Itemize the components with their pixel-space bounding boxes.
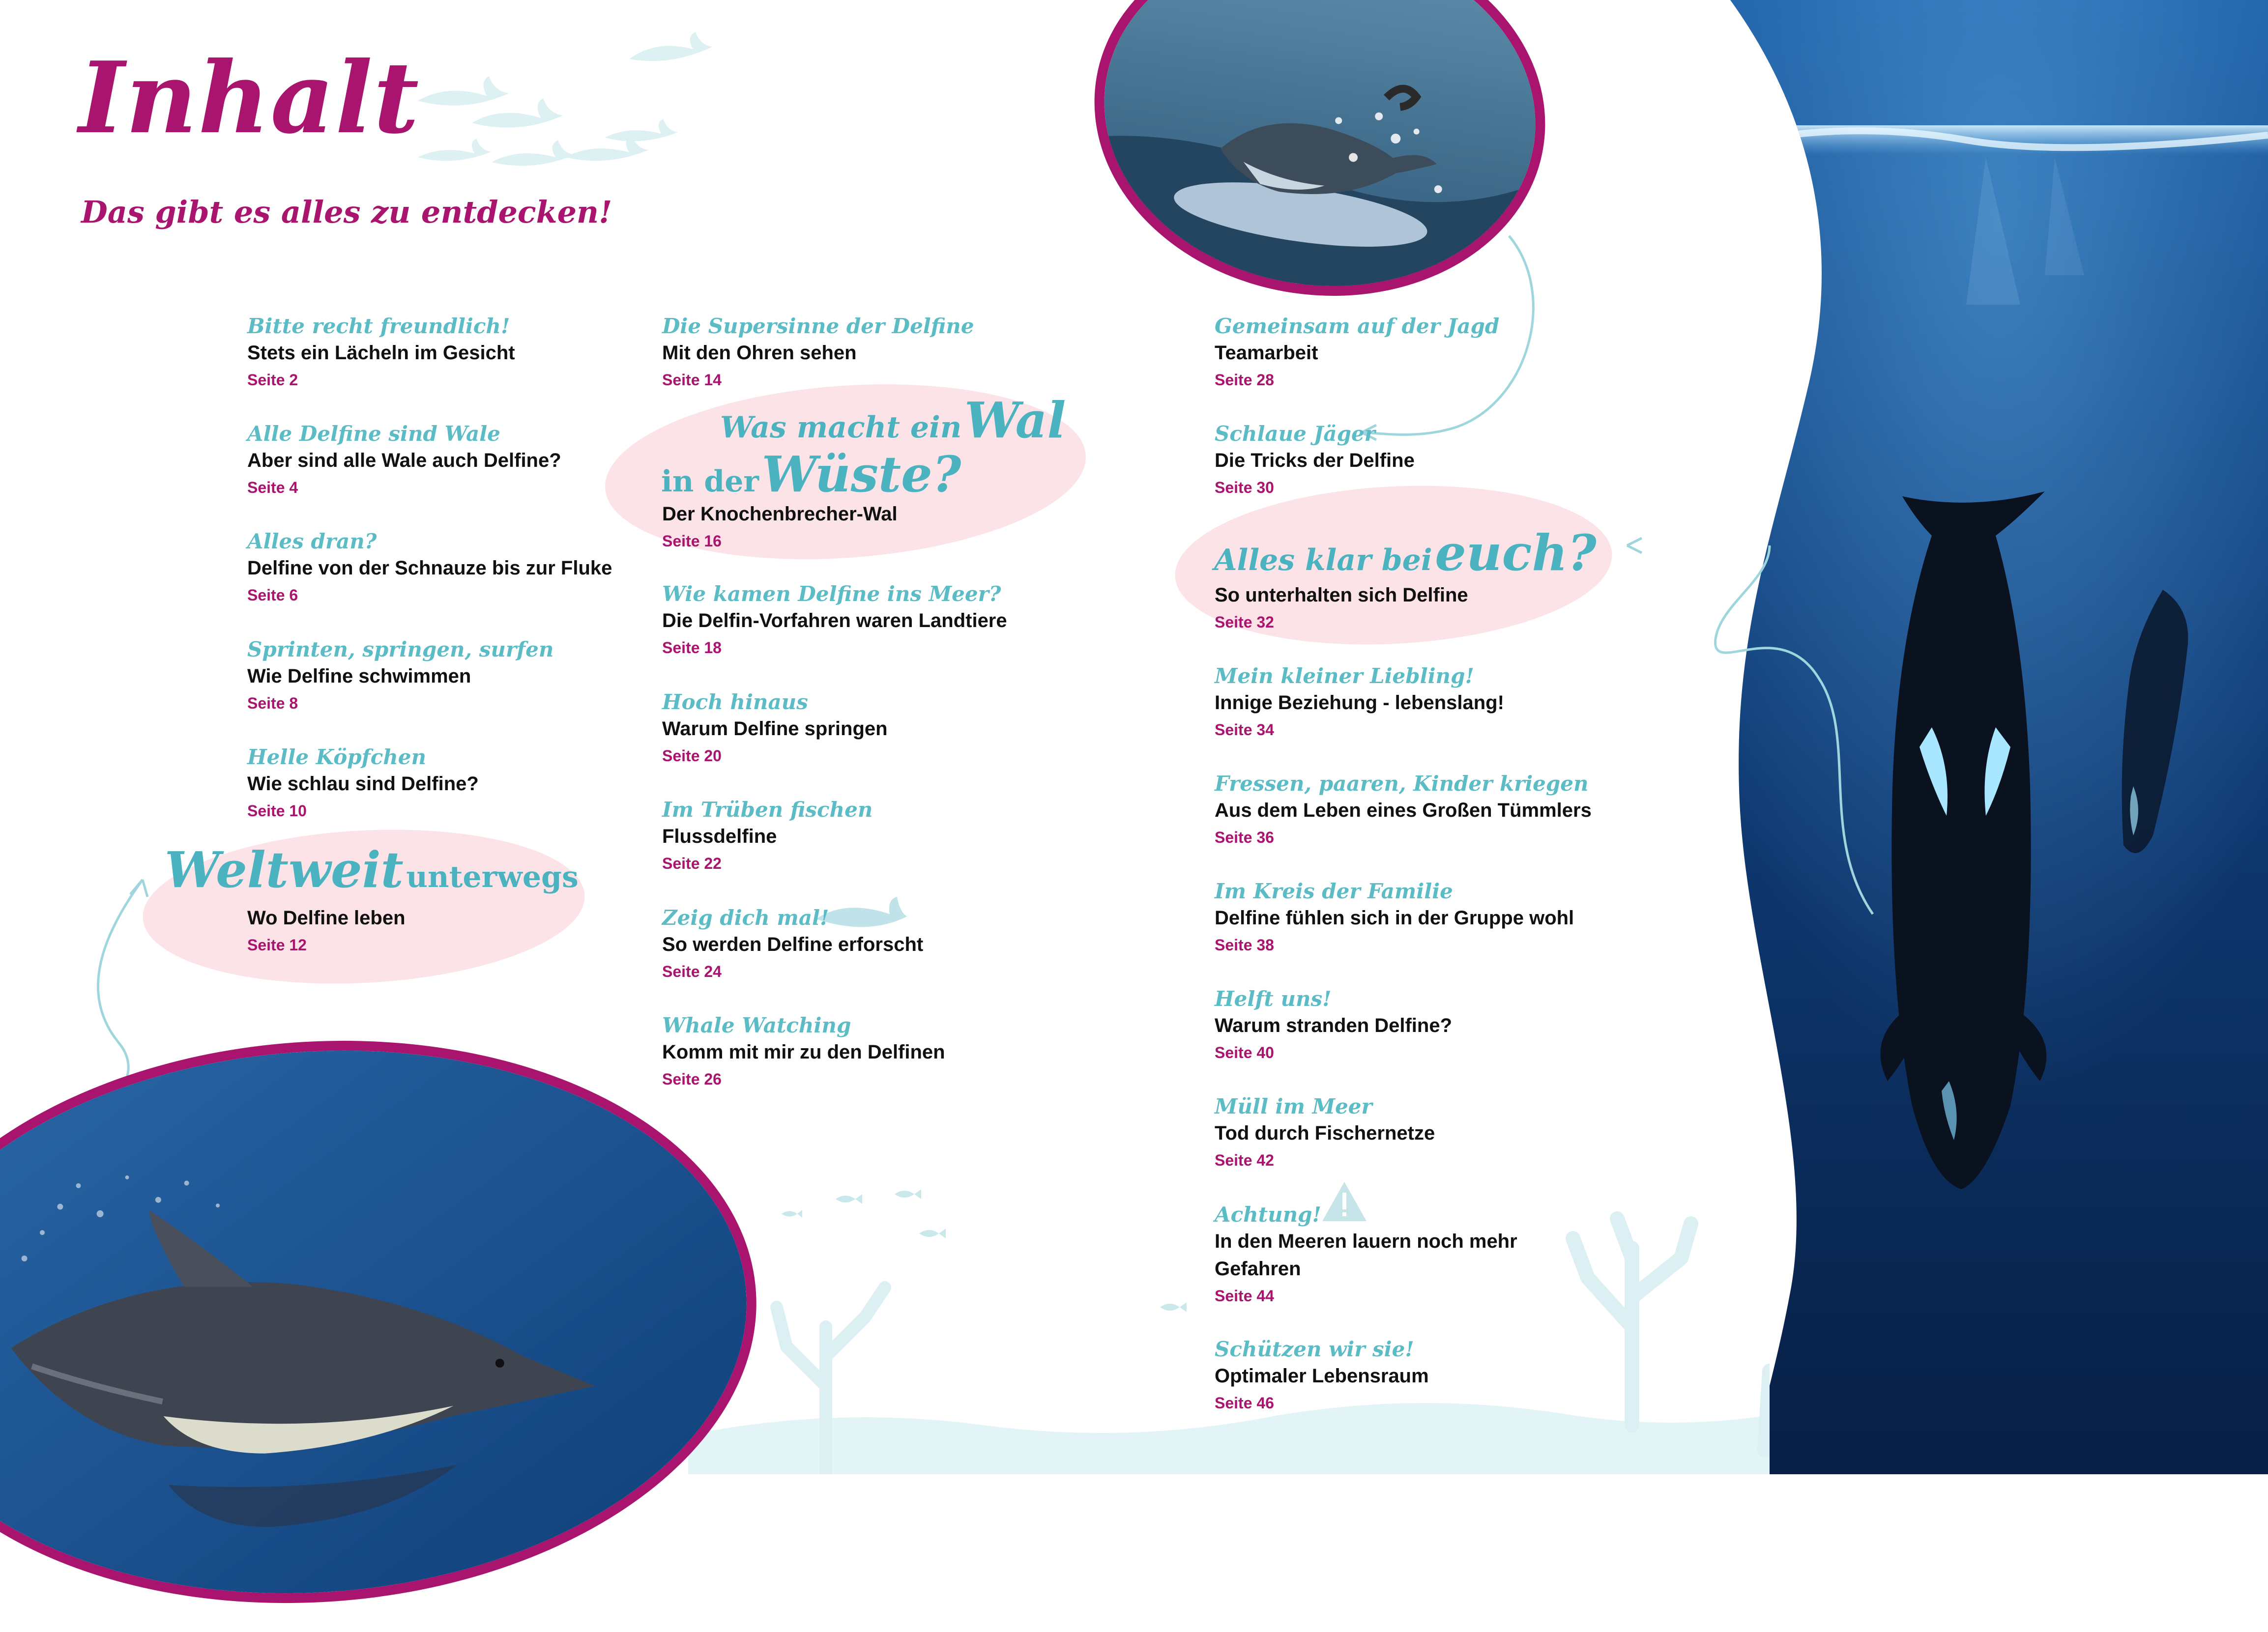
toc-headline: Mit den Ohren sehen — [662, 342, 857, 364]
toc-page: Seite 26 — [662, 1070, 722, 1088]
toc-page: Seite 46 — [1215, 1394, 1274, 1412]
toc-headline: Delfine fühlen sich in der Gruppe wohl — [1215, 907, 1574, 929]
toc-headline: Die Delfin-Vorfahren waren Landtiere — [662, 610, 1007, 631]
toc-headline: Teamarbeit — [1215, 342, 1318, 364]
toc-entry[interactable] — [662, 1013, 1227, 1092]
page-subtitle: Das gibt es alles zu entdecken! — [81, 194, 612, 230]
toc-kicker: Im Trüben fischen — [662, 798, 873, 822]
toc-page: Seite 42 — [1215, 1151, 1274, 1169]
toc-headline: Innige Beziehung - lebenslang! — [1215, 692, 1504, 714]
highlight-wal-big: Wal — [964, 391, 1066, 449]
toc-headline: Warum stranden Delfine? — [1215, 1015, 1453, 1036]
toc-headline: Aus dem Leben eines Großen Tümmlers — [1215, 800, 1592, 821]
toc-kicker: Alles dran? — [247, 529, 377, 553]
toc-kicker: Alle Delfine sind Wale — [247, 422, 500, 446]
toc-entry[interactable] — [1215, 581, 1780, 635]
toc-headline: Wo Delfine leben — [247, 907, 406, 929]
toc-page: Seite 20 — [662, 747, 722, 765]
toc-headline: Delfine von der Schnauze bis zur Fluke — [247, 557, 612, 579]
toc-entry[interactable] — [1215, 421, 1780, 501]
toc-headline: Der Knochenbrecher-Wal — [662, 503, 898, 525]
toc-kicker: Die Supersinne der Delfine — [662, 314, 974, 338]
toc-kicker: Bitte recht freundlich! — [247, 314, 510, 338]
toc-kicker: Sprinten, springen, surfen — [247, 637, 554, 661]
toc-page: Seite 2 — [247, 371, 298, 389]
toc-entry[interactable] — [1215, 986, 1780, 1066]
toc-page: Seite 40 — [1215, 1044, 1274, 1061]
toc-entry[interactable] — [1215, 314, 1780, 393]
toc-entry[interactable] — [1215, 1094, 1780, 1174]
toc-headline: Tod durch Fischernetze — [1215, 1122, 1435, 1144]
toc-headline: Die Tricks der Delfine — [1215, 450, 1415, 471]
toc-page: Seite 10 — [247, 802, 307, 820]
toc-headline: Wie Delfine schwimmen — [247, 665, 471, 687]
toc-headline: So werden Delfine erforscht — [662, 934, 924, 955]
toc-kicker: Mein kleiner Liebling! — [1215, 664, 1474, 688]
fish-icon — [782, 1189, 1187, 1312]
toc-page: Seite 14 — [662, 371, 722, 389]
highlight-wueste-small: in der — [661, 464, 759, 499]
highlight-wal-small: Was macht ein — [720, 410, 962, 445]
toc-kicker: Schützen wir sie! — [1215, 1337, 1414, 1361]
toc-kicker: Helft uns! — [1215, 987, 1332, 1011]
toc-kicker: Zeig dich mal! — [662, 906, 829, 930]
toc-kicker: Helle Köpfchen — [247, 745, 427, 769]
highlight-weltweit — [165, 841, 579, 899]
toc-entry[interactable] — [1215, 663, 1780, 743]
toc-page: Seite 24 — [662, 963, 722, 980]
toc-kicker: Müll im Meer — [1215, 1094, 1372, 1118]
toc-entry[interactable] — [662, 905, 1227, 985]
toc-page: Seite 44 — [1215, 1287, 1274, 1305]
toc-kicker: Im Kreis der Familie — [1215, 879, 1453, 903]
highlight-euch-big: euch? — [1435, 524, 1597, 582]
toc-headline: Wie schlau sind Delfine? — [247, 773, 479, 795]
toc-page: Seite 28 — [1215, 371, 1274, 389]
toc-page: Seite 36 — [1215, 829, 1274, 846]
toc-page: Seite 22 — [662, 855, 722, 872]
page-title: Inhalt — [79, 40, 420, 156]
toc-entry[interactable] — [1215, 879, 1780, 958]
highlight-wueste-big: Wüste? — [761, 445, 961, 503]
highlight-weltweit-small: unterwegs — [406, 860, 579, 894]
toc-entry[interactable] — [247, 421, 813, 501]
toc-page: Seite 32 — [1215, 613, 1274, 631]
toc-page: Seite 34 — [1215, 721, 1274, 739]
toc-headline: Aber sind alle Wale auch Delfine? — [247, 450, 561, 471]
toc-kicker: Fressen, paaren, Kinder kriegen — [1215, 772, 1589, 796]
toc-kicker: Gemeinsam auf der Jagd — [1215, 314, 1500, 338]
toc-kicker: Achtung! — [1215, 1203, 1321, 1227]
toc-page: Seite 38 — [1215, 936, 1274, 954]
toc-entry[interactable] — [662, 797, 1227, 877]
toc-page: Seite 30 — [1215, 479, 1274, 496]
toc-page: Seite 6 — [247, 586, 298, 604]
toc-headline: In den Meeren lauern noch mehr Gefahren — [1215, 1231, 1517, 1280]
toc-page: Seite 4 — [247, 479, 298, 496]
toc-kicker: Hoch hinaus — [662, 690, 808, 714]
toc-kicker: Schlaue Jäger — [1215, 422, 1375, 446]
toc-entry[interactable] — [662, 689, 1227, 769]
toc-entry[interactable] — [1215, 1202, 1588, 1309]
toc-entry[interactable] — [662, 314, 1227, 393]
dolphin-pod-icon — [418, 32, 713, 166]
toc-headline: Stets ein Lächeln im Gesicht — [247, 342, 515, 364]
toc-entry[interactable] — [1215, 771, 1780, 851]
toc-kicker: Whale Watching — [662, 1013, 851, 1037]
highlight-euch-small: Alles klar bei — [1214, 543, 1432, 577]
highlight-euch — [1214, 524, 1597, 582]
toc-headline: So unterhalten sich Delfine — [1215, 584, 1468, 606]
toc-entry[interactable] — [1215, 1337, 1780, 1416]
highlight-weltweit-big: Weltweit — [165, 841, 404, 899]
toc-page: Seite 18 — [662, 639, 722, 657]
toc-entry[interactable] — [662, 500, 1227, 554]
toc-kicker: Wie kamen Delfine ins Meer? — [662, 582, 1001, 606]
toc-page: Seite 16 — [662, 532, 722, 550]
toc-headline: Komm mit mir zu den Delfinen — [662, 1041, 945, 1063]
toc-headline: Warum Delfine springen — [662, 718, 888, 740]
toc-page: Seite 8 — [247, 694, 298, 712]
toc-page: Seite 12 — [247, 936, 307, 954]
toc-entry[interactable] — [662, 581, 1227, 661]
toc-headline: Optimaler Lebensraum — [1215, 1365, 1429, 1387]
toc-headline: Flussdelfine — [662, 826, 777, 847]
